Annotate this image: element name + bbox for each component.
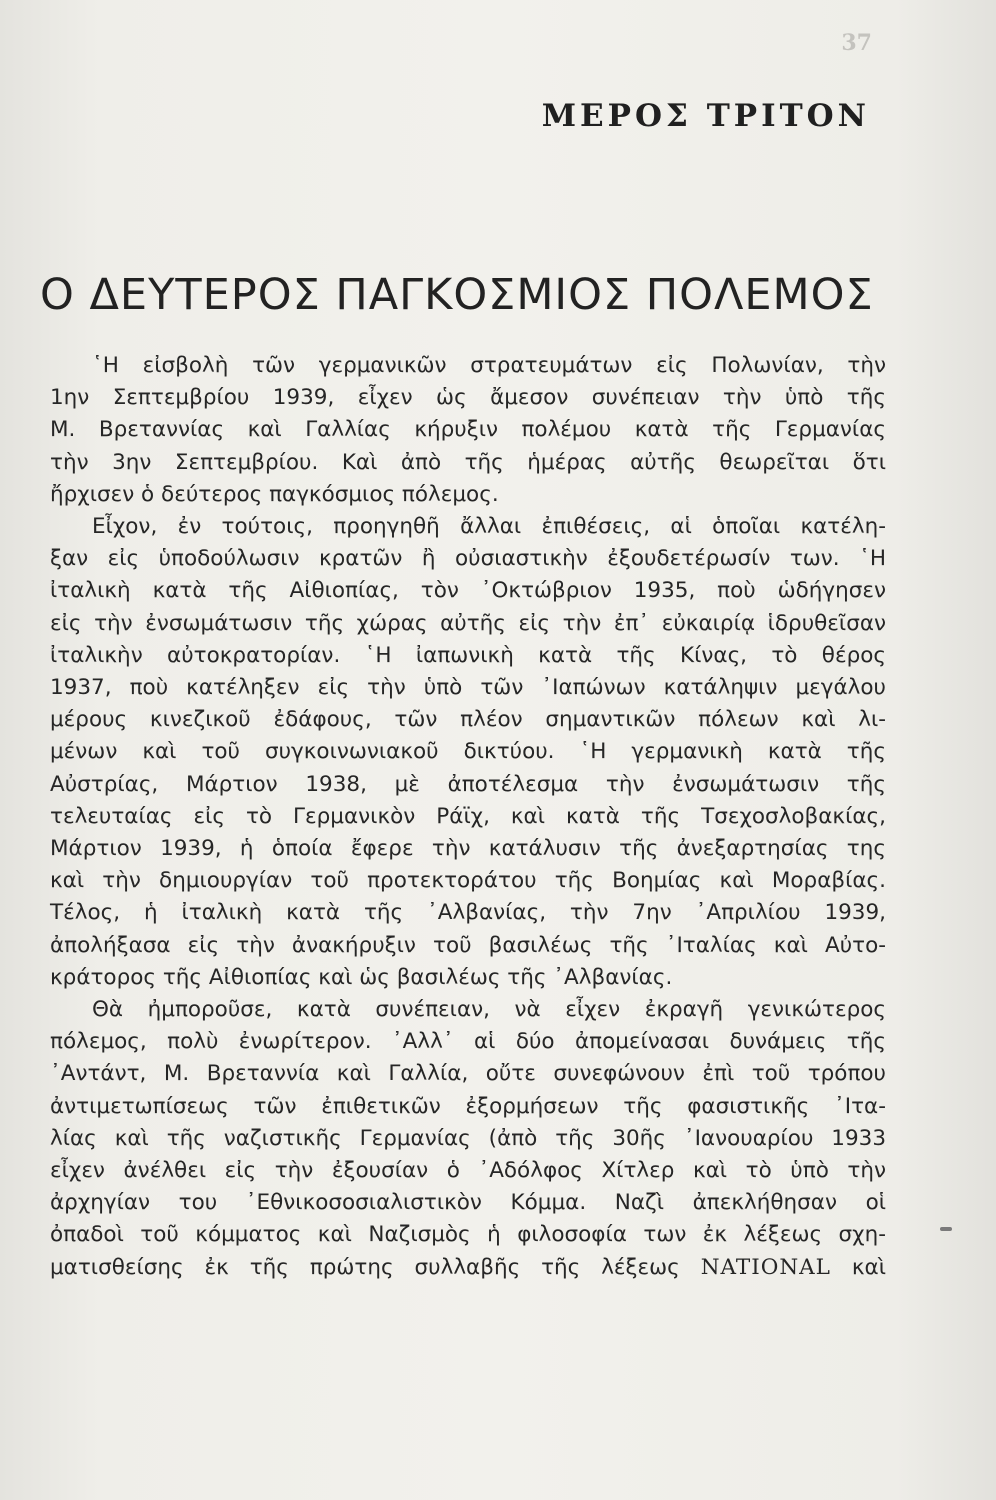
paragraph-line: Μάρτιον 1939, ἡ ὁποία ἔφερε τὴν κατάλυσιν τῆς ἀνεξαρτησίας της bbox=[50, 836, 886, 862]
paragraph-line: 1ην Σεπτεμβρίου 1939, εἶχεν ὡς ἄμεσον συνέπειαν τὴν ὑπὸ τῆς bbox=[50, 385, 886, 411]
paragraph-line: ἰταλικὴν αὐτοκρατορίαν. ῾Η ἰαπωνικὴ κατὰ τῆς Κίνας, τὸ θέρος bbox=[50, 642, 886, 668]
paragraph-line: ᾿Αντάντ, Μ. Βρεταννία καὶ Γαλλία, οὔτε συνεφώνουν ἐπὶ τοῦ τρόπου bbox=[50, 1061, 886, 1087]
paragraph-line: καὶ τὴν δημιουργίαν τοῦ προτεκτοράτου τῆς Βοημίας καὶ Μοραβίας. bbox=[50, 868, 886, 894]
paragraph-line: ἰταλικὴ κατὰ τῆς Αἰθιοπίας, τὸν ᾿Οκτώβριον 1935, ποὺ ὡδήγησεν bbox=[50, 578, 886, 604]
paragraph-line: Θὰ ἠμποροῦσε, κατὰ συνέπειαν, νὰ εἶχεν ἐκραγῆ γενικώτερος bbox=[92, 997, 886, 1023]
paragraph-line: ξαν εἰς ὑποδούλωσιν κρατῶν ἢ οὐσιαστικὴν ἐξουδετέρωσίν των. ῾Η bbox=[50, 546, 886, 572]
paragraph-line: ἤρχισεν ὁ δεύτερος παγκόσμιος πόλεμος. bbox=[50, 481, 499, 507]
paragraph-line: πόλεμος, πολὺ ἐνωρίτερον. ᾿Αλλ᾿ αἱ δύο ἀπομείνασαι δυνάμεις τῆς bbox=[50, 1029, 886, 1055]
chapter-title: Ο ΔΕΥΤΕΡΟΣ ΠΑΓΚΟΣΜΙΟΣ ΠΟΛΕΜΟΣ bbox=[40, 270, 874, 320]
final-line-end: καὶ bbox=[851, 1254, 886, 1280]
paragraph-line: μένων καὶ τοῦ συγκοινωνιακοῦ δικτύου. ῾Η γερμανικὴ κατὰ τῆς bbox=[50, 739, 886, 765]
final-line-start: ματισθείσης ἐκ τῆς πρώτης συλλαβῆς τῆς λέξεως bbox=[50, 1254, 680, 1280]
part-title: ΜΕΡΟΣ ΤΡΙΤΟΝ bbox=[541, 98, 870, 134]
page-number: 37 bbox=[841, 30, 872, 56]
body-text bbox=[50, 350, 886, 1284]
paragraph-line: ῾Η εἰσβολὴ τῶν γερμανικῶν στρατευμάτων εἰς Πολωνίαν, τὴν bbox=[92, 353, 886, 378]
margin-mark bbox=[940, 1227, 952, 1231]
paragraph-line: Αὐστρίας, Μάρτιον 1938, μὲ ἀποτέλεσμα τὴν ἐνσωμάτωσιν τῆς bbox=[50, 771, 886, 797]
paragraph-line: λίας καὶ τῆς ναζιστικῆς Γερμανίας (ἀπὸ τῆς 30ῆς ᾿Ιανουαρίου 1933 bbox=[50, 1125, 886, 1151]
paragraph-line: ἀντιμετωπίσεως τῶν ἐπιθετικῶν ἐξορμήσεων τῆς φασιστικῆς ᾿Ιτα- bbox=[50, 1093, 886, 1119]
paragraph-line: ὀπαδοὶ τοῦ κόμματος καὶ Ναζισμὸς ἡ φιλοσοφία των ἐκ λέξεως σχη- bbox=[50, 1222, 886, 1248]
paragraph-line: Τέλος, ἡ ἰταλικὴ κατὰ τῆς ᾿Αλβανίας, τὴν 7ην ᾿Απριλίου 1939, bbox=[50, 900, 886, 926]
final-line-word: NATIONAL bbox=[700, 1254, 831, 1280]
paragraph-line: τελευταίας εἰς τὸ Γερμανικὸν Ράϊχ, καὶ κατὰ τῆς Τσεχοσλοβακίας, bbox=[50, 803, 886, 829]
paragraph-line: τὴν 3ην Σεπτεμβρίου. Καὶ ἀπὸ τῆς ἡμέρας αὐτῆς θεωρεῖται ὅτι bbox=[50, 449, 886, 475]
paragraph-line: Εἶχον, ἐν τούτοις, προηγηθῆ ἄλλαι ἐπιθέσεις, αἱ ὁποῖαι κατέλη- bbox=[92, 514, 886, 540]
paragraph-line: 1937, ποὺ κατέληξεν εἰς τὴν ὑπὸ τῶν ᾿Ιαπώνων κατάληψιν μεγάλου bbox=[50, 675, 886, 701]
paragraph-line: ἀρχηγίαν του ᾿Εθνικοσοσιαλιστικὸν Κόμμα. Ναζὶ ἀπεκλήθησαν οἱ bbox=[50, 1190, 886, 1216]
paragraph-line: μέρους κινεζικοῦ ἐδάφους, τῶν πλέον σημαντικῶν πόλεων καὶ λι- bbox=[50, 707, 886, 733]
paragraph-line: εἶχεν ἀνέλθει εἰς τὴν ἐξουσίαν ὁ ᾿Αδόλφος Χίτλερ καὶ τὸ ὑπὸ τὴν bbox=[50, 1158, 886, 1184]
paragraph-line: Μ. Βρεταννίας καὶ Γαλλίας κήρυξιν πολέμου κατὰ τῆς Γερμανίας bbox=[50, 417, 886, 443]
paragraph-line: εἰς τὴν ἐνσωμάτωσιν τῆς χώρας αὐτῆς εἰς τὴν ἐπ᾿ εὐκαιρίᾳ ἱδρυθεῖσαν bbox=[50, 610, 886, 636]
paragraph-line: κράτορος τῆς Αἰθιοπίας καὶ ὡς βασιλέως τῆς ᾿Αλβανίας. bbox=[50, 964, 673, 990]
paragraph-line-final bbox=[50, 1252, 886, 1284]
paragraph-line: ἀπολήξασα εἰς τὴν ἀνακήρυξιν τοῦ βασιλέως τῆς ᾿Ιταλίας καὶ Αὐτο- bbox=[50, 932, 886, 958]
